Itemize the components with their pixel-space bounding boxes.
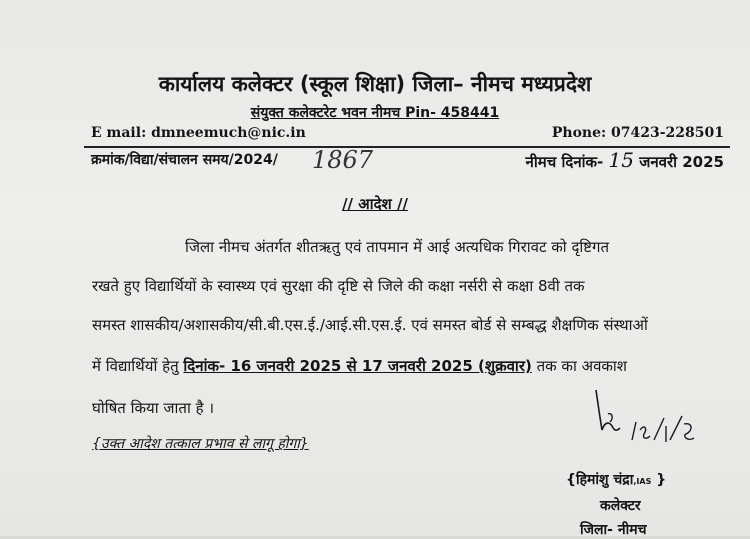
body-line-4-start: में विद्यार्थियों हेतु (92, 357, 179, 375)
body-line-5: घोषित किया जाता है । (92, 399, 215, 417)
order-date (526, 148, 724, 172)
reference-number: क्रमांक/विद्या/संचालन समय/2024/ (91, 152, 278, 168)
body-line-2: रखते हुए विद्यार्थियों के स्वास्थ्य एवं सुरक्षा की दृष्टि से जिले की कक्षा नर्सरी से कक्षा 8वी तक (92, 277, 585, 295)
date-label: नीमच दिनांक- (525, 153, 604, 171)
office-address: संयुक्त कलेक्टरेट भवन नीमच Pin- 458441 (250, 105, 500, 121)
office-title: कार्यालय कलेक्टर (स्कूल शिक्षा) जिला– नीमच मध्यप्रदेश (158, 72, 592, 96)
date-day-handwritten: 15 (608, 148, 634, 172)
body-line-4 (92, 356, 627, 376)
signatory-name-main: {हिमांशु चंद्रा (566, 472, 634, 488)
body-line-3: समस्त शासकीय/अशासकीय/सी.बी.एस.ई./आई.सी.एस.ई. एवं समस्त बोर्ड से सम्बद्ध शैक्षणिक संस्थाओं (92, 316, 648, 334)
effect-note: {उक्त आदेश तत्काल प्रभाव से लागू होगा} (92, 436, 309, 452)
signature-image (588, 384, 698, 464)
phone-line: Phone: 07423-228501 (551, 125, 724, 141)
body-line-4-end: तक का अवकाश (536, 357, 628, 375)
reference-number-handwritten: 1867 (312, 146, 374, 174)
holiday-dates: दिनांक- 16 जनवरी 2025 से 17 जनवरी 2025 (शुक्रवार) (183, 357, 532, 375)
signatory-name (566, 470, 666, 489)
signatory-name-close: } (651, 472, 667, 488)
signatory-district: जिला- नीमच (580, 522, 647, 538)
body-line-1: जिला नीमच अंतर्गत शीतऋतु एवं तापमान में आई अत्यधिक गिरावट को दृष्टिगत (185, 238, 610, 256)
date-month-year: जनवरी 2025 (639, 153, 724, 171)
signatory-name-suffix: ,IAS (633, 477, 652, 486)
order-heading: // आदेश // (342, 195, 408, 213)
signatory-designation: कलेक्टर (600, 498, 641, 514)
email-line: E mail: dmneemuch@nic.in (91, 125, 306, 141)
